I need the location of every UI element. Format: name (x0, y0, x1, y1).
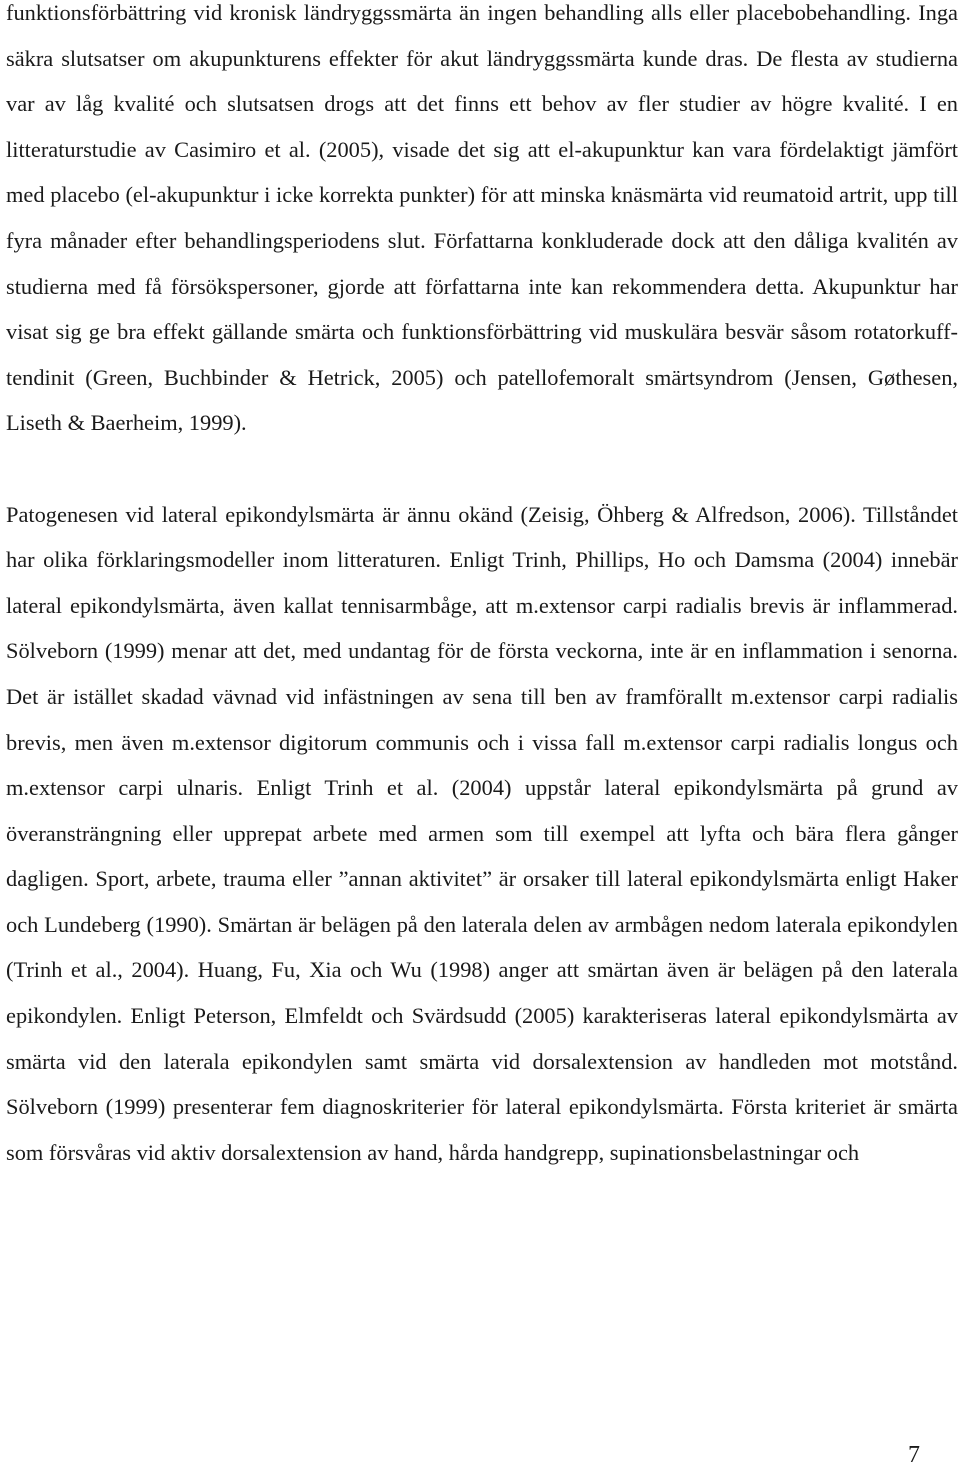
page-number: 7 (908, 1442, 920, 1468)
body-paragraph-1: funktionsförbättring vid kronisk ländryggssmärta än ingen behandling alls eller placebobehandling. Inga säkra slutsatser om akupunkturens effekter för akut ländryggssmärta kunde dras. De flesta av studierna var av låg kvalité och slutsatsen drogs att det finns ett behov av fler studier av högre kvalité. I en litteraturstudie av Casimiro et al. (2005), visade det sig att el-akupunktur kan vara fördelaktigt jämfört med placebo (el-akupunktur i icke korrekta punkter) för att minska knäsmärta vid reumatoid artrit, upp till fyra månader efter behandlingsperiodens slut. Författarna konkluderade dock att den dåliga kvalitén av studierna med få försökspersoner, gjorde att författarna inte kan rekommendera detta. Akupunktur har visat sig ge bra effekt gällande smärta och funktionsförbättring vid muskulära besvär såsom rotatorkuff-tendinit (Green, Buchbinder & Hetrick, 2005) och patellofemoralt smärtsyndrom (Jensen, Gøthesen, Liseth & Baerheim, 1999). (6, 0, 958, 436)
document-page (6, 0, 958, 1175)
body-paragraph-2: Patogenesen vid lateral epikondylsmärta är ännu okänd (Zeisig, Öhberg & Alfredson, 2006). Tillståndet har olika förklaringsmodeller inom litteraturen. Enligt Trinh, Phillips, Ho och Damsma (2004) innebär lateral epikondylsmärta, även kallat tennisarmbåge, att m.extensor carpi radialis brevis är inflammerad. Sölveborn (1999) menar att det, med undantag för de första veckorna, inte är en inflammation i senorna. Det är istället skadad vävnad vid infästningen av sena till ben av framförallt m.extensor carpi radialis brevis, men även m.extensor digitorum communis och i vissa fall m.extensor carpi radialis longus och m.extensor carpi ulnaris. Enligt Trinh et al. (2004) uppstår lateral epikondylsmärta på grund av överansträngning eller upprepat arbete med armen som till exempel att lyfta och bära flera gånger dagligen. Sport, arbete, trauma eller ”annan aktivitet” är orsaker till lateral epikondylsmärta enligt Haker och Lundeberg (1990). Smärtan är belägen på den laterala delen av armbågen nedom laterala epikondylen (Trinh et al., 2004). Huang, Fu, Xia och Wu (1998) anger att smärtan även är belägen på den laterala epikondylen. Enligt Peterson, Elmfeldt och Svärdsudd (2005) karakteriseras lateral epikondylsmärta av smärta vid den laterala epikondylen samt smärta vid dorsalextension av handleden mot motstånd. Sölveborn (1999) presenterar fem diagnoskriterier för lateral epikondylsmärta. Första kriteriet är smärta som försvåras vid aktiv dorsalextension av hand, hårda handgrepp, supinationsbelastningar och (6, 501, 958, 1165)
